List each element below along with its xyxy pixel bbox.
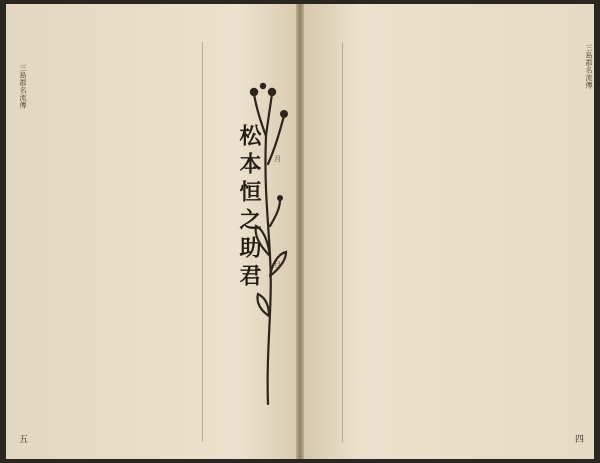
column-divider <box>202 42 203 442</box>
flower-ornament-icon <box>246 76 292 406</box>
left-page-number: 五 <box>17 434 27 443</box>
right-page-number: 四 <box>573 434 583 443</box>
right-page <box>302 4 594 459</box>
book-gutter <box>296 4 304 459</box>
margin-glyph-top: 月 <box>274 155 281 163</box>
page-title: 松本恒之助君 <box>236 124 262 292</box>
left-running-head: 三島郡名流傳 <box>19 64 27 109</box>
right-running-head: 三島郡名流傳 <box>585 44 593 89</box>
column-divider <box>342 42 343 442</box>
book-spread <box>6 4 594 459</box>
margin-glyph-bottom: 旦 <box>274 261 281 269</box>
